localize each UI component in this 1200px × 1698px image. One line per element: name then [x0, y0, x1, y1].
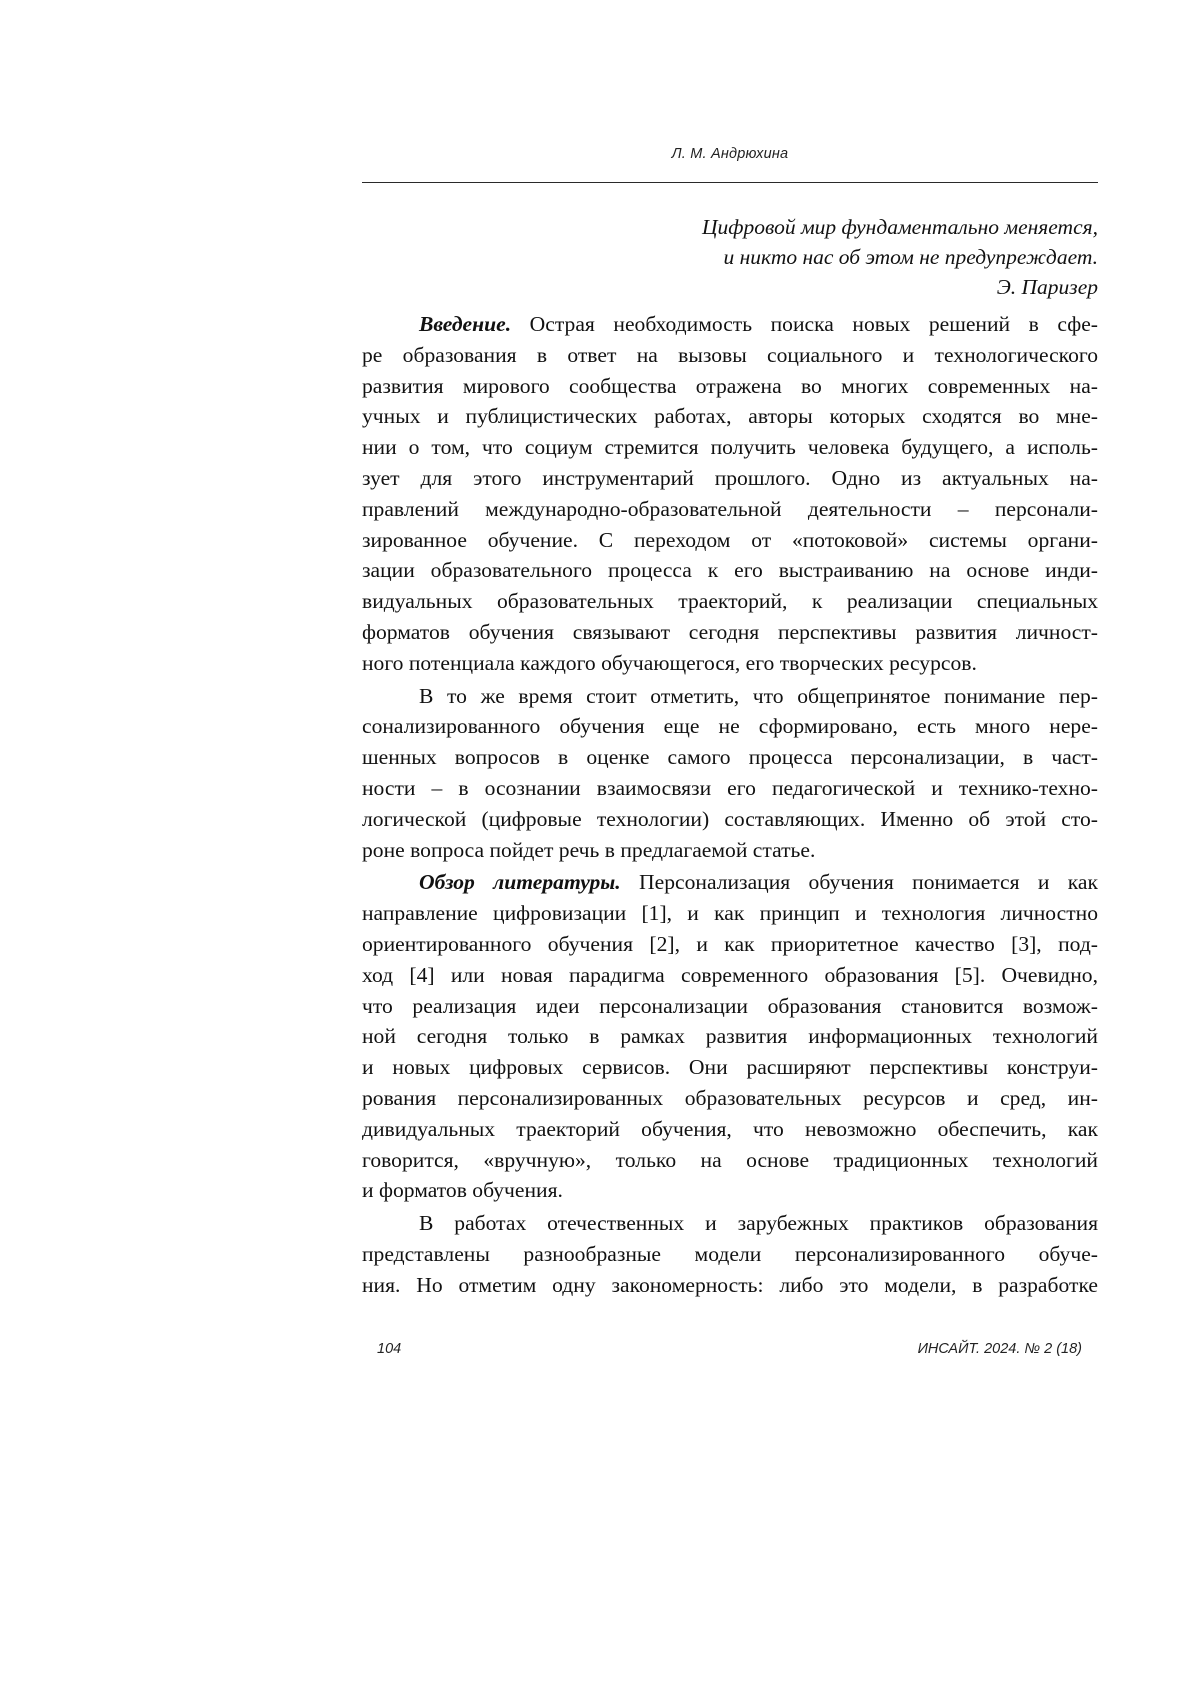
text-line: сонализированного обучения еще не сформировано, есть много нере-: [362, 711, 1098, 742]
epigraph-line: и никто нас об этом не предупреждает.: [362, 242, 1098, 272]
text-line: В работах отечественных и зарубежных практиков образования: [362, 1208, 1098, 1239]
paragraph-introduction: [362, 309, 1098, 679]
paragraph: [362, 1208, 1098, 1300]
paragraph: [362, 681, 1098, 866]
text-line: и форматов обучения.: [362, 1175, 1098, 1206]
epigraph-line: Цифровой мир фундаментально меняется,: [362, 212, 1098, 242]
text-line: роне вопроса пойдет речь в предлагаемой статье.: [362, 835, 1098, 866]
text-line: зует для этого инструментарий прошлого. Одно из актуальных на-: [362, 463, 1098, 494]
text-line: ной сегодня только в рамках развития информационных технологий: [362, 1021, 1098, 1052]
text-line: направление цифровизации [1], и как принцип и технология личностно: [362, 898, 1098, 929]
article-body: [362, 309, 1098, 1301]
text-line: зации образовательного процесса к его выстраиванию на основе инди-: [362, 555, 1098, 586]
text-line: Введение. Острая необходимость поиска новых решений в сфе-: [362, 309, 1098, 340]
text-line: рования персонализированных образовательных ресурсов и сред, ин-: [362, 1083, 1098, 1114]
page-number: 104: [377, 1341, 401, 1357]
text-line: нии о том, что социум стремится получить человека будущего, а исполь-: [362, 432, 1098, 463]
text-line: форматов обучения связывают сегодня перспективы развития личност-: [362, 617, 1098, 648]
text-line: логической (цифровые технологии) составляющих. Именно об этой сто-: [362, 804, 1098, 835]
text-line: видуальных образовательных траекторий, к реализации специальных: [362, 586, 1098, 617]
section-lead-introduction: Введение.: [419, 312, 511, 336]
text-line: учных и публицистических работах, авторы которых сходятся во мне-: [362, 401, 1098, 432]
text-line: ности – в осознании взаимосвязи его педагогической и технико-техно-: [362, 773, 1098, 804]
header-rule: [362, 182, 1098, 183]
text-line: дивидуальных траекторий обучения, что невозможно обеспечить, как: [362, 1114, 1098, 1145]
epigraph: [362, 212, 1098, 302]
text-line: и новых цифровых сервисов. Они расширяют перспективы конструи-: [362, 1052, 1098, 1083]
text-line: Обзор литературы. Персонализация обучения понимается и как: [362, 867, 1098, 898]
text-line: представлены разнообразные модели персонализированного обуче-: [362, 1239, 1098, 1270]
text-line: правлений международно-образовательной деятельности – персонали-: [362, 494, 1098, 525]
text-line: развития мирового сообщества отражена во многих современных на-: [362, 371, 1098, 402]
text-line: ход [4] или новая парадигма современного образования [5]. Очевидно,: [362, 960, 1098, 991]
epigraph-author: Э. Паризер: [362, 272, 1098, 302]
text-line: что реализация идеи персонализации образования становится возмож-: [362, 991, 1098, 1022]
text-line: ре образования в ответ на вызовы социального и технологического: [362, 340, 1098, 371]
paragraph-literature-review: [362, 867, 1098, 1206]
page: [0, 0, 1200, 1698]
text-line: зированное обучение. С переходом от «потоковой» системы органи-: [362, 525, 1098, 556]
text-line: ориентированного обучения [2], и как приоритетное качество [3], под-: [362, 929, 1098, 960]
text-line: ного потенциала каждого обучающегося, его творческих ресурсов.: [362, 648, 1098, 679]
text-line: шенных вопросов в оценке самого процесса персонализации, в част-: [362, 742, 1098, 773]
text-line: ния. Но отметим одну закономерность: либо это модели, в разработке: [362, 1270, 1098, 1301]
text-line: говорится, «вручную», только на основе традиционных технологий: [362, 1145, 1098, 1176]
journal-citation: ИНСАЙТ. 2024. № 2 (18): [700, 1341, 1082, 1357]
running-head-author: Л. М. Андрюхина: [362, 146, 1098, 162]
text-line: В то же время стоит отметить, что общепринятое понимание пер-: [362, 681, 1098, 712]
section-lead-literature-review: Обзор литературы.: [419, 870, 621, 894]
